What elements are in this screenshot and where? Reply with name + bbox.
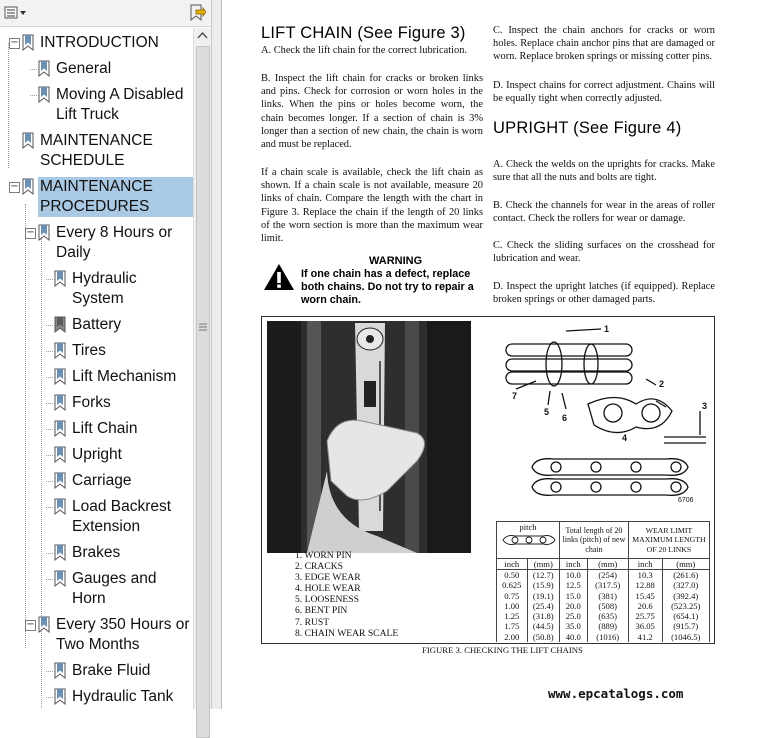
lift-chain-step-c: C. Inspect the chain anchors for cracks or worn holes. Replace chain anchor pins that are damaged or worn. Replace broken springs or missing cotter pins. xyxy=(493,25,715,63)
table-cell: (523.25) xyxy=(662,601,710,611)
bookmark-every-8-hours-or-daily[interactable]: Every 8 Hours or Daily xyxy=(56,224,173,261)
bookmark-options-icon xyxy=(188,4,206,21)
bookmark-icon xyxy=(38,616,50,633)
table-cell: 0.50 xyxy=(497,570,528,581)
bookmark-tires[interactable]: Tires xyxy=(72,342,106,359)
collapse-toggle-icon[interactable]: − xyxy=(26,619,35,630)
upright-heading: UPRIGHT (See Figure 4) xyxy=(493,119,682,137)
tree-connector xyxy=(46,553,53,554)
tree-connector xyxy=(46,671,53,672)
chain-defects-diagram xyxy=(496,319,712,514)
tree-connector xyxy=(46,429,53,430)
table-cell: (50.8) xyxy=(527,632,559,642)
pitch-header: pitch xyxy=(497,522,560,559)
bookmark-brake-fluid[interactable]: Brake Fluid xyxy=(72,662,151,679)
bookmark-icon xyxy=(54,544,66,561)
table-subheader: (mm) xyxy=(527,559,559,570)
bookmark-general[interactable]: General xyxy=(56,60,112,77)
bookmark-icon xyxy=(38,60,50,77)
collapse-toggle-icon[interactable]: − xyxy=(10,37,19,48)
bookmarks-toolbar xyxy=(0,0,211,27)
tree-connector xyxy=(46,377,53,378)
bookmark-hydraulic-tank[interactable]: Hydraulic Tank xyxy=(72,688,174,705)
table-cell: (915.7) xyxy=(662,621,710,631)
legend-item: 3. EDGE WEAR xyxy=(295,572,361,584)
chevron-up-icon xyxy=(194,28,211,44)
figure-caption: FIGURE 3. CHECKING THE LIFT CHAINS xyxy=(422,645,583,655)
legend-item: 7. RUST xyxy=(295,616,330,628)
table-cell: (25.4) xyxy=(527,601,559,611)
watermark-text: www.epcatalogs.com xyxy=(548,686,684,701)
bookmark-icon xyxy=(38,224,50,241)
bookmark-introduction[interactable]: INTRODUCTION xyxy=(40,34,159,51)
upright-step-a: A. Check the welds on the uprights for cracks. Make sure that all the nuts and bolts are tight. xyxy=(493,159,715,184)
table-cell: (889) xyxy=(587,621,628,631)
tree-connector xyxy=(46,351,53,352)
tree-connector xyxy=(46,697,53,698)
diagram-label-3: 3 xyxy=(702,401,708,411)
bookmark-icon xyxy=(22,178,34,195)
tree-connector xyxy=(41,238,42,709)
legend-item: 8. CHAIN WEAR SCALE xyxy=(295,627,399,639)
bookmark-battery[interactable]: Battery xyxy=(72,316,122,333)
bookmark-icon xyxy=(54,498,66,515)
bookmark-icon xyxy=(54,688,66,705)
table-row xyxy=(497,580,710,590)
table-cell: (19.1) xyxy=(527,591,559,601)
tree-connector xyxy=(46,481,53,482)
sidebar-scrollbar[interactable] xyxy=(193,28,211,709)
bookmark-icon xyxy=(54,662,66,679)
tree-connector xyxy=(46,507,53,508)
legend-item: 5. LOOSENESS xyxy=(295,594,359,606)
bookmark-lift-mechanism[interactable]: Lift Mechanism xyxy=(72,368,177,385)
table-cell: (15.9) xyxy=(527,580,559,590)
table-cell: (392.4) xyxy=(662,591,710,601)
table-cell: 20.0 xyxy=(560,601,588,611)
table-cell: 1.25 xyxy=(497,611,528,621)
bookmark-upright[interactable]: Upright xyxy=(72,446,122,463)
table-cell: 1.00 xyxy=(497,601,528,611)
bookmark-load-backrest-extension[interactable]: Load Backrest Extension xyxy=(72,498,172,535)
bookmark-icon xyxy=(38,86,50,103)
table-cell: (508) xyxy=(587,601,628,611)
bookmark-gauges-and-horn[interactable]: Gauges and Horn xyxy=(72,570,157,607)
tree-connector xyxy=(30,69,37,70)
warning-title: WARNING xyxy=(369,255,423,267)
chain-scale-photo-drawing xyxy=(267,321,471,553)
chain-scale-photo xyxy=(267,321,471,553)
diagram-code: 6706 xyxy=(678,497,694,504)
table-cell: 12.5 xyxy=(560,580,588,590)
legend-item: 4. HOLE WEAR xyxy=(295,583,361,595)
legend-item: 1. WORN PIN xyxy=(295,550,352,561)
bookmark-icon xyxy=(54,420,66,437)
bookmark-every-350-hours-or-two-months[interactable]: Every 350 Hours or Two Months xyxy=(56,616,190,653)
figure-3 xyxy=(261,316,715,644)
lift-chain-step-a: A. Check the lift chain for the correct lubrication. xyxy=(261,45,468,56)
table-cell: 10.3 xyxy=(628,570,662,581)
upright-step-d: D. Inspect the upright latches (if equipped). Replace broken springs or other damaged parts. xyxy=(493,281,715,306)
new-chain-length-header: Total length of 20 links (pitch) of new chain xyxy=(560,522,629,559)
bookmark-carriage[interactable]: Carriage xyxy=(72,472,132,489)
tree-connector xyxy=(8,43,9,168)
bookmark-icon xyxy=(54,368,66,385)
warning-text: If one chain has a defect, replace both chains. Do not try to repair a worn chain. xyxy=(301,268,474,306)
table-cell: (254) xyxy=(587,570,628,581)
table-cell: 0.75 xyxy=(497,591,528,601)
bookmark-moving-a-disabled-lift-truck[interactable]: Moving A Disabled Lift Truck xyxy=(56,86,184,123)
lift-chain-scale-note: If a chain scale is available, check the lift chain as shown. If a chain scale is not available, measure 20 links of chain. Compare the length with the chart in Figure 3. Replace the chain if the length of 20 links of the worn section is more than the maximum wear limit. xyxy=(261,167,483,245)
diagram-label-2: 2 xyxy=(659,379,665,389)
tree-connector xyxy=(30,95,37,96)
table-subheader: (mm) xyxy=(587,559,628,570)
options-menu-button[interactable] xyxy=(4,4,30,21)
table-cell: (261.6) xyxy=(662,570,710,581)
upright-step-b: B. Check the channels for wear in the areas of roller contact. Check the rollers for wear or damage. xyxy=(493,200,715,225)
bookmark-icon xyxy=(22,34,34,51)
bookmark-icon xyxy=(22,132,34,149)
tree-connector xyxy=(46,279,53,280)
legend-item: 2. CRACKS xyxy=(295,561,343,573)
bookmark-icon xyxy=(54,472,66,489)
table-cell: 1.75 xyxy=(497,621,528,631)
table-subheader: inch xyxy=(497,559,528,570)
table-cell: 12.88 xyxy=(628,580,662,590)
bookmark-maintenance-schedule[interactable]: MAINTENANCE SCHEDULE xyxy=(40,132,153,169)
diagram-label-4: 4 xyxy=(622,433,628,443)
table-subheader: (mm) xyxy=(662,559,710,570)
scroll-up-button[interactable] xyxy=(194,28,211,44)
bookmark-icon xyxy=(54,270,66,287)
table-cell: (44.5) xyxy=(527,621,559,631)
lift-chain-step-b: B. Inspect the lift chain for cracks or broken links and pins. Check for corrosion or worn holes in the links. When the pins or holes become worn, the chain becomes longer. If a section of chain is 3% longer than a section of new chain, the chain is worn and must be replaced. xyxy=(261,73,483,151)
figure-legend xyxy=(295,550,398,639)
list-options-icon xyxy=(4,4,30,21)
table-cell: (654.1) xyxy=(662,611,710,621)
diagram-label-1: 1 xyxy=(604,324,610,334)
collapse-toggle-icon[interactable]: − xyxy=(10,181,19,192)
table-cell: 10.0 xyxy=(560,570,588,581)
table-row xyxy=(497,601,710,611)
table-row xyxy=(497,632,710,642)
pitch-chain-icon xyxy=(499,532,557,548)
grip-icon xyxy=(197,322,209,332)
warning-icon xyxy=(263,263,295,291)
tree-connector xyxy=(46,579,53,580)
panel-splitter[interactable] xyxy=(212,0,222,709)
document-page xyxy=(222,0,761,709)
table-subheader: inch xyxy=(560,559,588,570)
table-row xyxy=(497,591,710,601)
table-cell: (1046.5) xyxy=(662,632,710,642)
bookmark-hydraulic-system[interactable]: Hydraulic System xyxy=(72,270,137,307)
table-cell: (381) xyxy=(587,591,628,601)
tree-connector xyxy=(46,455,53,456)
table-cell: 40.0 xyxy=(560,632,588,642)
lift-chain-step-d: D. Inspect chains for correct adjustment. Chains will be equally tight when correctly adjusted. xyxy=(493,80,715,105)
table-cell: 15.45 xyxy=(628,591,662,601)
table-cell: (1016) xyxy=(587,632,628,642)
table-cell: (12.7) xyxy=(527,570,559,581)
diagram-label-6: 6 xyxy=(562,413,568,423)
bookmark-icon xyxy=(54,342,66,359)
bookmark-lift-chain[interactable]: Lift Chain xyxy=(72,420,138,437)
diagram-label-7: 7 xyxy=(512,391,518,401)
tree-connector xyxy=(25,204,26,648)
bookmark-icon xyxy=(54,394,66,411)
bookmark-icon xyxy=(54,446,66,463)
tree-connector xyxy=(46,403,53,404)
table-cell: (327.0) xyxy=(662,580,710,590)
bookmark-icon xyxy=(54,570,66,587)
table-cell: 15.0 xyxy=(560,591,588,601)
table-cell: 25.0 xyxy=(560,611,588,621)
table-row xyxy=(497,611,710,621)
chain-wear-table xyxy=(496,521,710,642)
bookmarks-panel xyxy=(0,0,212,709)
tree-connector xyxy=(46,325,53,326)
diagram-label-5: 5 xyxy=(544,407,550,417)
table-cell: 25.75 xyxy=(628,611,662,621)
wear-limit-header: WEAR LIMIT MAXIMUM LENGTH OF 20 LINKS xyxy=(628,522,709,559)
table-cell: 20.6 xyxy=(628,601,662,611)
collapse-toggle-icon[interactable]: − xyxy=(26,227,35,238)
upright-step-c: C. Check the sliding surfaces on the crosshead for lubrication and wear. xyxy=(493,240,715,265)
table-cell: 35.0 xyxy=(560,621,588,631)
lift-chain-heading: LIFT CHAIN (See Figure 3) xyxy=(261,24,466,42)
bookmark-brakes[interactable]: Brakes xyxy=(72,544,121,561)
table-row xyxy=(497,621,710,631)
table-cell: 2.00 xyxy=(497,632,528,642)
table-cell: (635) xyxy=(587,611,628,621)
bookmark-maintenance-procedures[interactable]: MAINTENANCE PROCEDURES xyxy=(38,177,193,217)
table-cell: 0.625 xyxy=(497,580,528,590)
table-cell: 36.05 xyxy=(628,621,662,631)
table-row xyxy=(497,570,710,581)
bookmark-icon xyxy=(54,316,66,333)
bookmark-forks[interactable]: Forks xyxy=(72,394,111,411)
bookmark-options-button[interactable] xyxy=(188,4,206,21)
table-cell: (317.5) xyxy=(587,580,628,590)
table-cell: 41.2 xyxy=(628,632,662,642)
table-subheader: inch xyxy=(628,559,662,570)
legend-item: 6. BENT PIN xyxy=(295,605,348,617)
scroll-thumb[interactable] xyxy=(196,46,210,738)
table-cell: (31.8) xyxy=(527,611,559,621)
bookmark-tree xyxy=(0,28,193,709)
